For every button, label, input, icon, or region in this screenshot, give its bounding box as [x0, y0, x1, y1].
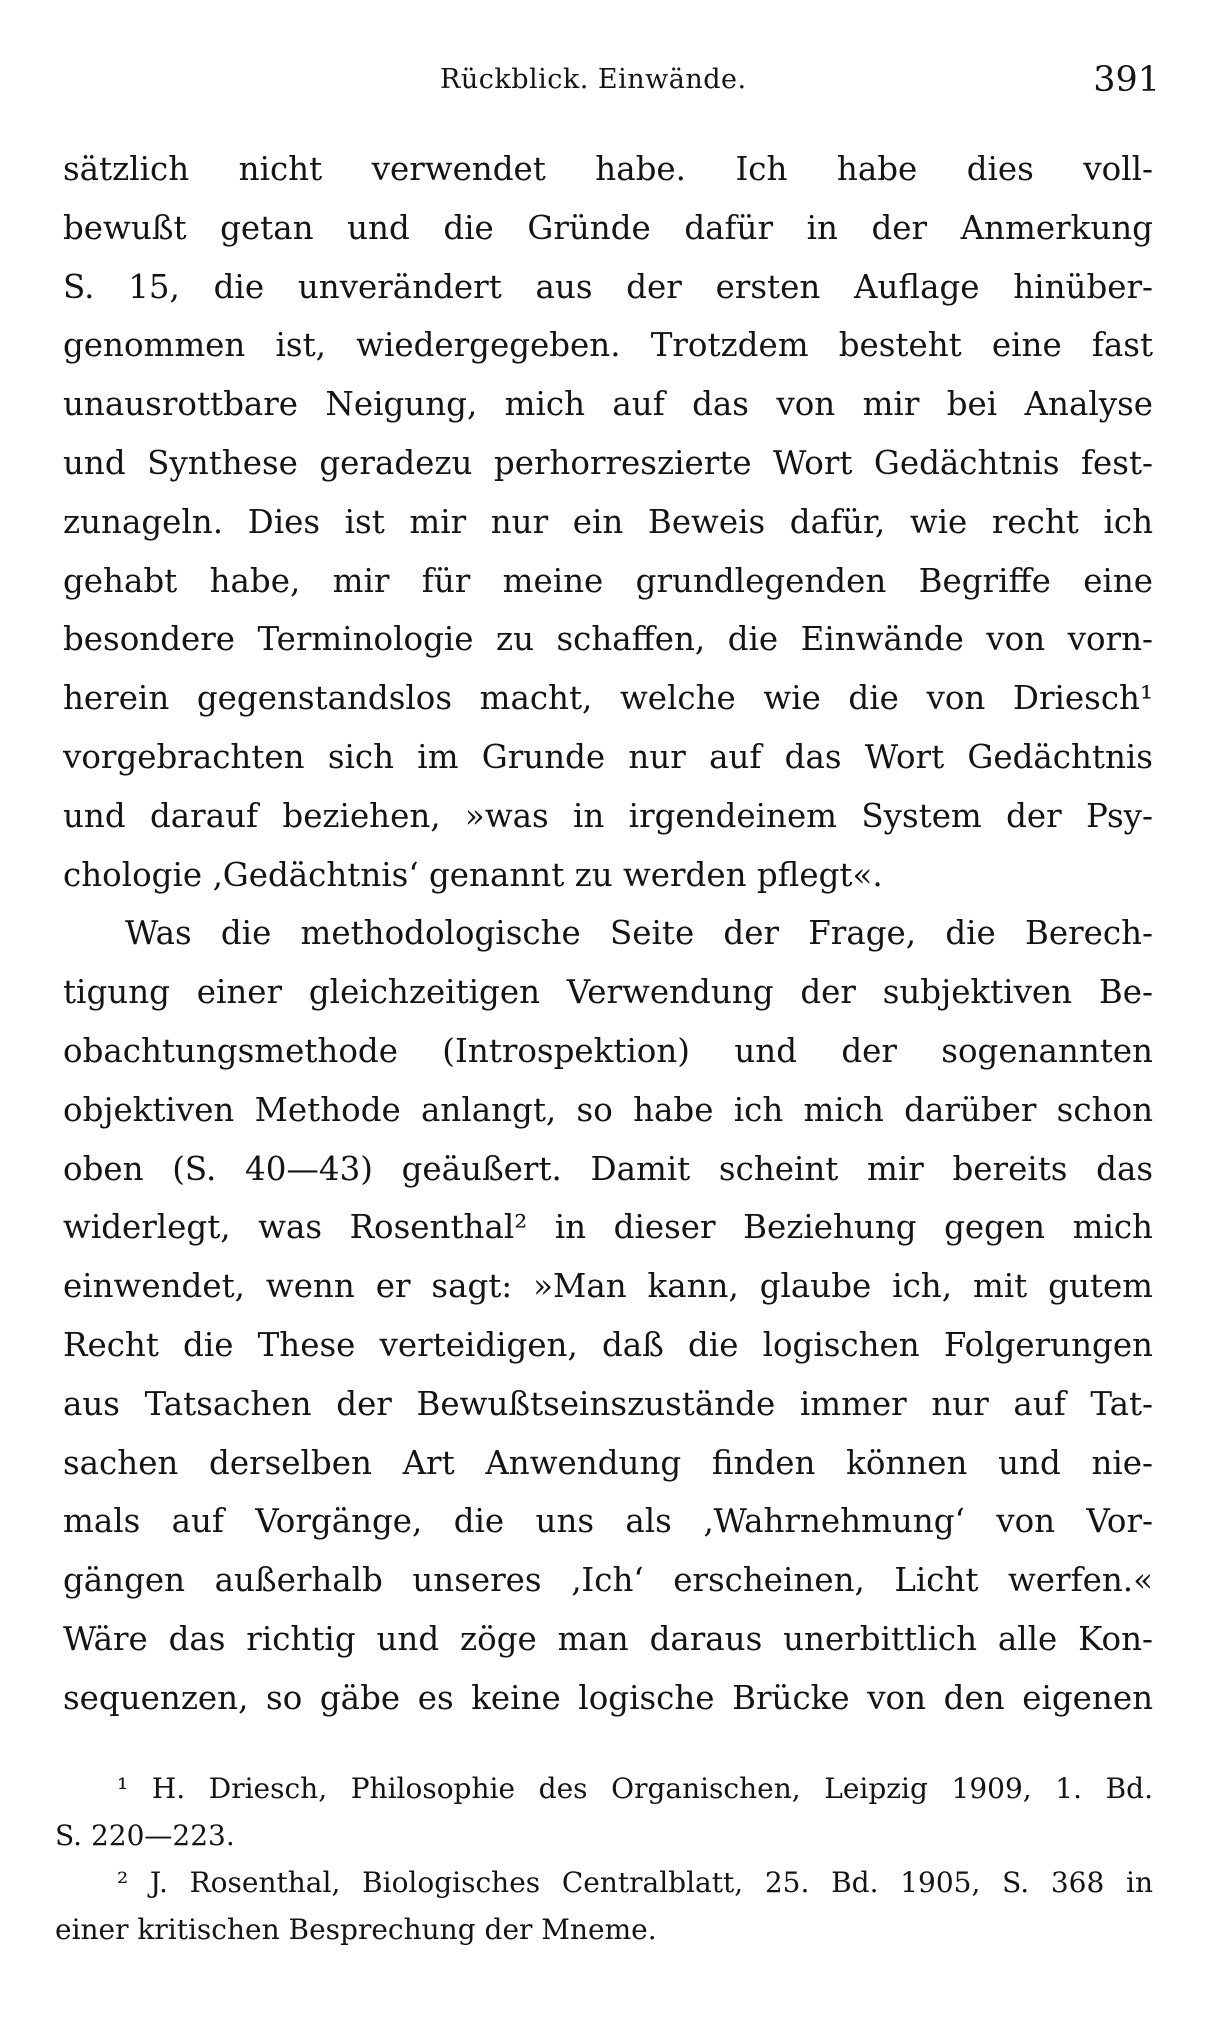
text-line: zunageln. Dies ist mir nur ein Beweis dafür, wie recht ich [63, 502, 1153, 541]
text-line: besondere Terminologie zu schaffen, die Einwände von vorn- [63, 620, 1153, 659]
text-line: gehabt habe, mir für meine grundlegenden Begriffe eine [63, 561, 1153, 600]
running-title: Rückblick. Einwände. [440, 64, 747, 95]
text-line: Wäre das richtig und zöge man daraus unerbittlich alle Kon- [63, 1619, 1153, 1658]
text-line: und Synthese geradezu perhorreszierte Wort Gedächtnis fest- [63, 443, 1153, 482]
text-line: gängen außerhalb unseres ‚Ich‘ erscheinen, Licht werfen.« [63, 1561, 1153, 1600]
text-line: unausrottbare Neigung, mich auf das von mir bei Analyse [63, 385, 1153, 424]
text-line: Recht die These verteidigen, daß die logischen Folgerungen [63, 1325, 1153, 1364]
text-line: chologie ‚Gedächtnis‘ genannt zu werden pflegt«. [63, 855, 883, 894]
text-line: widerlegt, was Rosenthal² in dieser Beziehung gegen mich [63, 1208, 1153, 1247]
text-line: herein gegenstandslos macht, welche wie die von Driesch¹ [63, 679, 1153, 718]
text-line: genommen ist, wiedergegeben. Trotzdem besteht eine fast [63, 326, 1153, 365]
running-head [60, 60, 1160, 110]
text-line: bewußt getan und die Gründe dafür in der Anmerkung [63, 208, 1153, 247]
text-line: vorgebrachten sich im Grunde nur auf das Wort Gedächtnis [63, 737, 1153, 776]
text-line: sachen derselben Art Anwendung finden können und nie- [63, 1443, 1153, 1482]
text-line: und darauf beziehen, »was in irgendeinem System der Psy- [63, 796, 1153, 835]
text-line: Was die methodologische Seite der Frage, die Berech- [125, 914, 1153, 953]
footnotes [55, 1765, 1153, 1953]
text-line: sätzlich nicht verwendet habe. Ich habe dies voll- [63, 150, 1153, 188]
text-line: objektiven Methode anlangt, so habe ich mich darüber schon [63, 1090, 1153, 1129]
text-line: tigung einer gleichzeitigen Verwendung der subjektiven Be- [63, 973, 1153, 1012]
footnote-2: ² J. Rosenthal, Biologisches Centralblatt, 25. Bd. 1905, S. 368 in [117, 1866, 1153, 1899]
footnote-1-continuation: S. 220—223. [55, 1819, 235, 1852]
text-line: sequenzen, so gäbe es keine logische Brücke von den eigenen [63, 1678, 1153, 1717]
main-text [63, 140, 1153, 1728]
text-line: obachtungsmethode (Introspektion) und der sogenannten [63, 1031, 1153, 1070]
text-line: mals auf Vorgänge, die uns als ‚Wahrnehmung‘ von Vor- [63, 1502, 1153, 1541]
footnote-2-continuation: einer kritischen Besprechung der Mneme. [55, 1913, 657, 1946]
text-line: oben (S. 40—43) geäußert. Damit scheint mir bereits das [63, 1149, 1153, 1188]
text-line: aus Tatsachen der Bewußtseinszustände immer nur auf Tat- [63, 1384, 1153, 1423]
page-number: 391 [1093, 60, 1160, 100]
footnote-1: ¹ H. Driesch, Philosophie des Organischen, Leipzig 1909, 1. Bd. [117, 1772, 1153, 1805]
text-line: S. 15, die unverändert aus der ersten Auflage hinüber- [63, 267, 1153, 306]
text-line: einwendet, wenn er sagt: »Man kann, glaube ich, mit gutem [63, 1267, 1153, 1306]
